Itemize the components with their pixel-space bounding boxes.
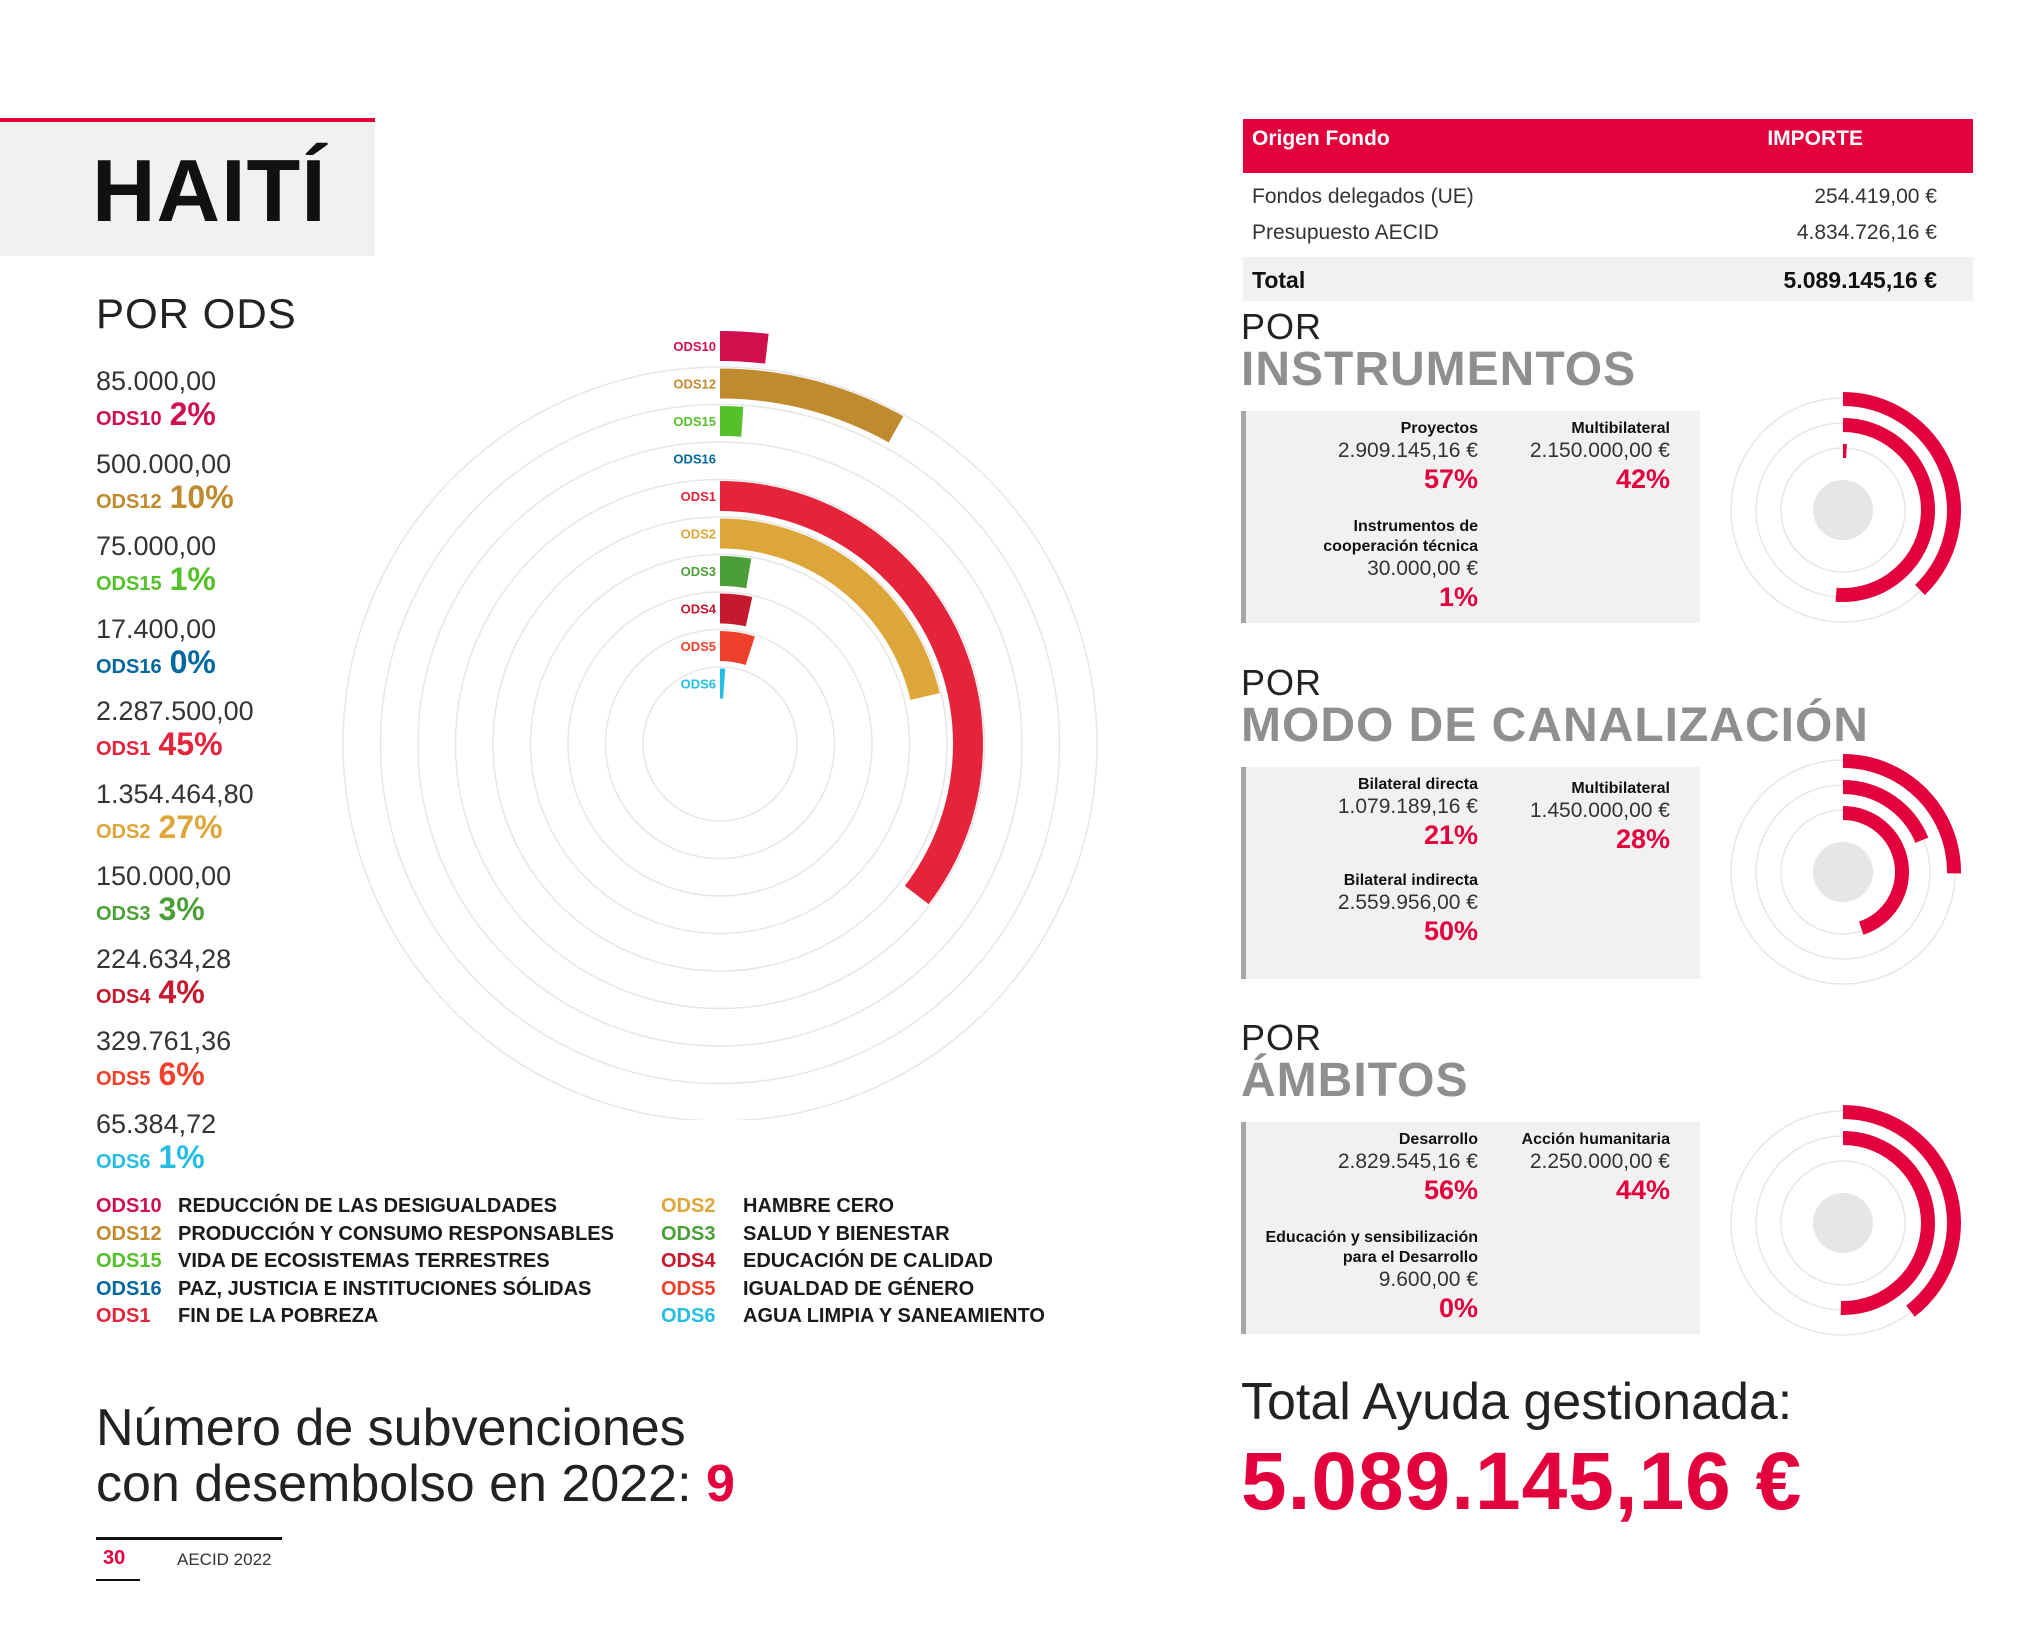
ambitos-item-educacion [1248,1228,1478,1324]
ambitos-item-desarrollo [1258,1130,1478,1206]
ods-pct: 4% [158,973,205,1010]
canalizacion-item-bilateral-directa [1258,775,1478,851]
item-pct: 57% [1423,464,1478,494]
instrumentos-title: INSTRUMENTOS [1241,343,1637,396]
ods-bar-label: ODS10 [673,339,716,354]
ods-bar-ods15 [720,406,743,437]
ods-amount: 150.000,00 [96,861,232,891]
row-value: 4.834.726,16 € [1796,221,1937,244]
canalizacion-item-multibilateral [1480,779,1670,855]
ods-pct: 0% [169,643,216,680]
item-label: Educación y sensibilización [1265,1229,1478,1246]
item-pct: 44% [1615,1175,1670,1205]
mini-hub [1813,1193,1873,1253]
ods-pct: 2% [169,396,216,432]
row-label: Presupuesto AECID [1252,221,1439,244]
header-origen: Origen Fondo [1252,127,1390,150]
ods-bar-ods3 [720,556,751,588]
page-number: 30 [103,1547,126,1569]
item-label: Bilateral indirecta [1343,872,1478,889]
legend-text: SALUD Y BIENESTAR [743,1222,950,1245]
total-ayuda-value: 5.089.145,16 € [1241,1436,1803,1527]
por-ods-heading: POR ODS [96,290,297,337]
instrumentos-item-cooperacion [1258,517,1478,613]
item-amount: 2.559.956,00 € [1337,891,1478,914]
ods-amount: 2.287.500,00 [96,696,254,726]
ods-bar-label: ODS3 [680,564,716,579]
legend-item [96,1276,591,1303]
subvenciones-line1: Número de subvenciones [96,1399,686,1457]
item-amount: 9.600,00 € [1378,1268,1478,1291]
legend-text: REDUCCIÓN DE LAS DESIGUALDADES [178,1195,557,1217]
row-value: 254.419,00 € [1814,185,1937,208]
legend-text: EDUCACIÓN DE CALIDAD [743,1250,993,1272]
canalizacion-title: MODO DE CANALIZACIÓN [1241,699,1869,752]
row-label: Fondos delegados (UE) [1252,185,1474,208]
ods-list-item [96,1026,356,1093]
item-label: Bilateral directa [1357,776,1478,793]
ambitos-radial-chart [1723,1103,1963,1343]
item-amount: 2.250.000,00 € [1529,1150,1670,1173]
item-pct: 21% [1423,820,1478,850]
ods-code: ODS1 [96,738,151,760]
legend-item [661,1303,1045,1330]
item-pct: 1% [1438,582,1478,612]
ods-bar-ods6 [720,669,725,699]
total-ayuda-label: Total Ayuda gestionada: [1241,1373,1793,1431]
legend-text: PRODUCCIÓN Y CONSUMO RESPONSABLES [178,1222,614,1245]
legend-item [96,1221,614,1248]
footer-org: AECID 2022 [177,1550,272,1569]
ods-pct: 3% [158,891,205,927]
legend-item [96,1193,557,1220]
page-number-underline [96,1579,140,1581]
ods-bar-ods5 [720,631,755,665]
legend-text: PAZ, JUSTICIA E INSTITUCIONES SÓLIDAS [178,1277,592,1300]
item-label: Multibilateral [1571,420,1670,437]
legend-text: AGUA LIMPIA Y SANEAMIENTO [743,1305,1045,1327]
ods-code: ODS16 [96,655,162,678]
ods-amount: 329.761,36 [96,1026,232,1056]
item-amount: 30.000,00 € [1367,557,1478,580]
ods-bar-label: ODS15 [673,414,716,429]
legend-item [96,1248,550,1275]
legend-code: ODS2 [661,1195,716,1217]
item-pct: 28% [1615,824,1670,854]
ods-list-item [96,696,356,763]
item-amount: 2.829.545,16 € [1337,1150,1478,1173]
header-importe: IMPORTE [1767,127,1863,150]
ods-radial-chart [320,320,1120,1120]
legend-item [661,1193,894,1220]
instrumentos-box [1241,411,1700,623]
legend-item [96,1303,378,1330]
ods-amount: 85.000,00 [96,366,217,396]
canalizacion-box [1241,767,1700,979]
item-label: Acción humanitaria [1521,1131,1670,1148]
ods-bar-label: ODS5 [680,639,716,654]
legend-text: IGUALDAD DE GÉNERO [743,1277,975,1300]
legend-code: ODS5 [661,1277,716,1300]
legend-code: ODS12 [96,1222,162,1245]
page-title: HAITÍ [92,141,327,240]
ods-pct: 27% [158,808,223,845]
ods-amount: 75.000,00 [96,531,217,561]
ods-code: ODS12 [96,490,162,513]
canalizacion-por: POR [1241,662,1323,703]
legend-text: FIN DE LA POBREZA [178,1305,379,1327]
ambitos-item-accion-humanitaria [1480,1130,1670,1206]
legend-code: ODS4 [661,1250,716,1272]
item-amount: 2.909.145,16 € [1337,439,1478,462]
table-header [1243,119,1973,173]
ods-list-item [96,531,356,598]
legend-code: ODS10 [96,1195,162,1217]
item-label: Multibilateral [1571,780,1670,797]
table-total-row [1243,257,1973,301]
ods-code: ODS4 [96,985,151,1008]
instrumentos-item-proyectos [1258,419,1478,495]
total-label: Total [1252,267,1306,293]
ods-list-item [96,944,356,1011]
ods-bar-label: ODS6 [680,676,716,692]
ods-code: ODS3 [96,903,151,925]
subvenciones-line2: con desembolso en 2022: [96,1455,692,1513]
legend-item [661,1221,950,1248]
item-pct: 50% [1423,916,1478,946]
ods-amount: 500.000,00 [96,448,232,479]
ods-bar-label: ODS4 [680,601,716,617]
item-pct: 56% [1423,1175,1478,1205]
table-row [1243,215,1973,251]
ambitos-box [1241,1122,1700,1334]
item-label-2: para el Desarrollo [1342,1249,1478,1266]
item-amount: 1.450.000,00 € [1529,799,1670,822]
ods-list-item [96,1109,356,1176]
ods-bar-label: ODS12 [673,376,716,392]
total-value: 5.089.145,16 € [1783,267,1937,293]
footer-rule [96,1537,282,1540]
legend-item [661,1276,974,1303]
ods-code: ODS10 [96,408,162,430]
subvenciones-value: 9 [706,1455,735,1513]
ods-pct: 6% [158,1056,205,1092]
ods-pct: 1% [158,1138,205,1175]
subvenciones-block [96,1400,735,1512]
ods-bar-ods10 [720,331,769,364]
ods-list-item [96,861,356,928]
ambitos-por: POR [1241,1017,1323,1058]
item-amount: 2.150.000,00 € [1529,439,1670,462]
ods-bar-label: ODS16 [673,451,716,467]
mini-bar [1843,444,1847,458]
ods-pct: 45% [158,726,223,762]
ambitos-title: ÁMBITOS [1241,1054,1469,1107]
funding-table [1243,119,1973,301]
table-row [1243,179,1973,215]
instrumentos-por: POR [1241,306,1323,347]
ods-bar-label: ODS2 [680,526,716,542]
mini-hub [1813,480,1873,540]
ods-code: ODS6 [96,1150,151,1173]
ods-list-item [96,449,356,516]
ods-pct: 10% [169,478,234,515]
ods-amount: 65.384,72 [96,1108,217,1139]
canalizacion-radial-chart [1723,752,1963,992]
legend-code: ODS3 [661,1222,716,1245]
mini-hub [1813,842,1873,902]
legend-text: VIDA DE ECOSISTEMAS TERRESTRES [178,1250,550,1272]
ods-amount: 1.354.464,80 [96,778,254,809]
item-label: Proyectos [1400,420,1478,437]
legend-code: ODS16 [96,1277,162,1300]
item-pct: 42% [1615,464,1670,494]
ods-bar-ods4 [720,594,752,627]
item-amount: 1.079.189,16 € [1337,795,1478,818]
grid-ring [606,630,835,859]
ods-bar-label: ODS1 [680,489,716,504]
item-label: Desarrollo [1398,1131,1478,1148]
instrumentos-radial-chart [1723,390,1963,630]
ods-list-item [96,366,356,433]
ods-code: ODS2 [96,820,151,843]
ods-code: ODS5 [96,1068,151,1090]
instrumentos-item-multibilateral [1480,419,1670,495]
ods-list-item [96,614,356,681]
ods-amount: 17.400,00 [96,613,217,644]
legend-code: ODS15 [96,1250,162,1272]
legend-item [661,1248,993,1275]
legend-code: ODS1 [96,1305,151,1327]
item-pct: 0% [1438,1293,1478,1323]
canalizacion-item-bilateral-indirecta [1258,871,1478,947]
ods-code: ODS15 [96,573,162,595]
ods-pct: 1% [169,561,216,597]
legend-text: HAMBRE CERO [743,1195,895,1217]
item-label-2: cooperación técnica [1323,538,1478,555]
ods-list-item [96,779,356,846]
legend-code: ODS6 [661,1305,716,1327]
ods-amount: 224.634,28 [96,943,232,974]
item-label: Instrumentos de [1353,518,1478,535]
